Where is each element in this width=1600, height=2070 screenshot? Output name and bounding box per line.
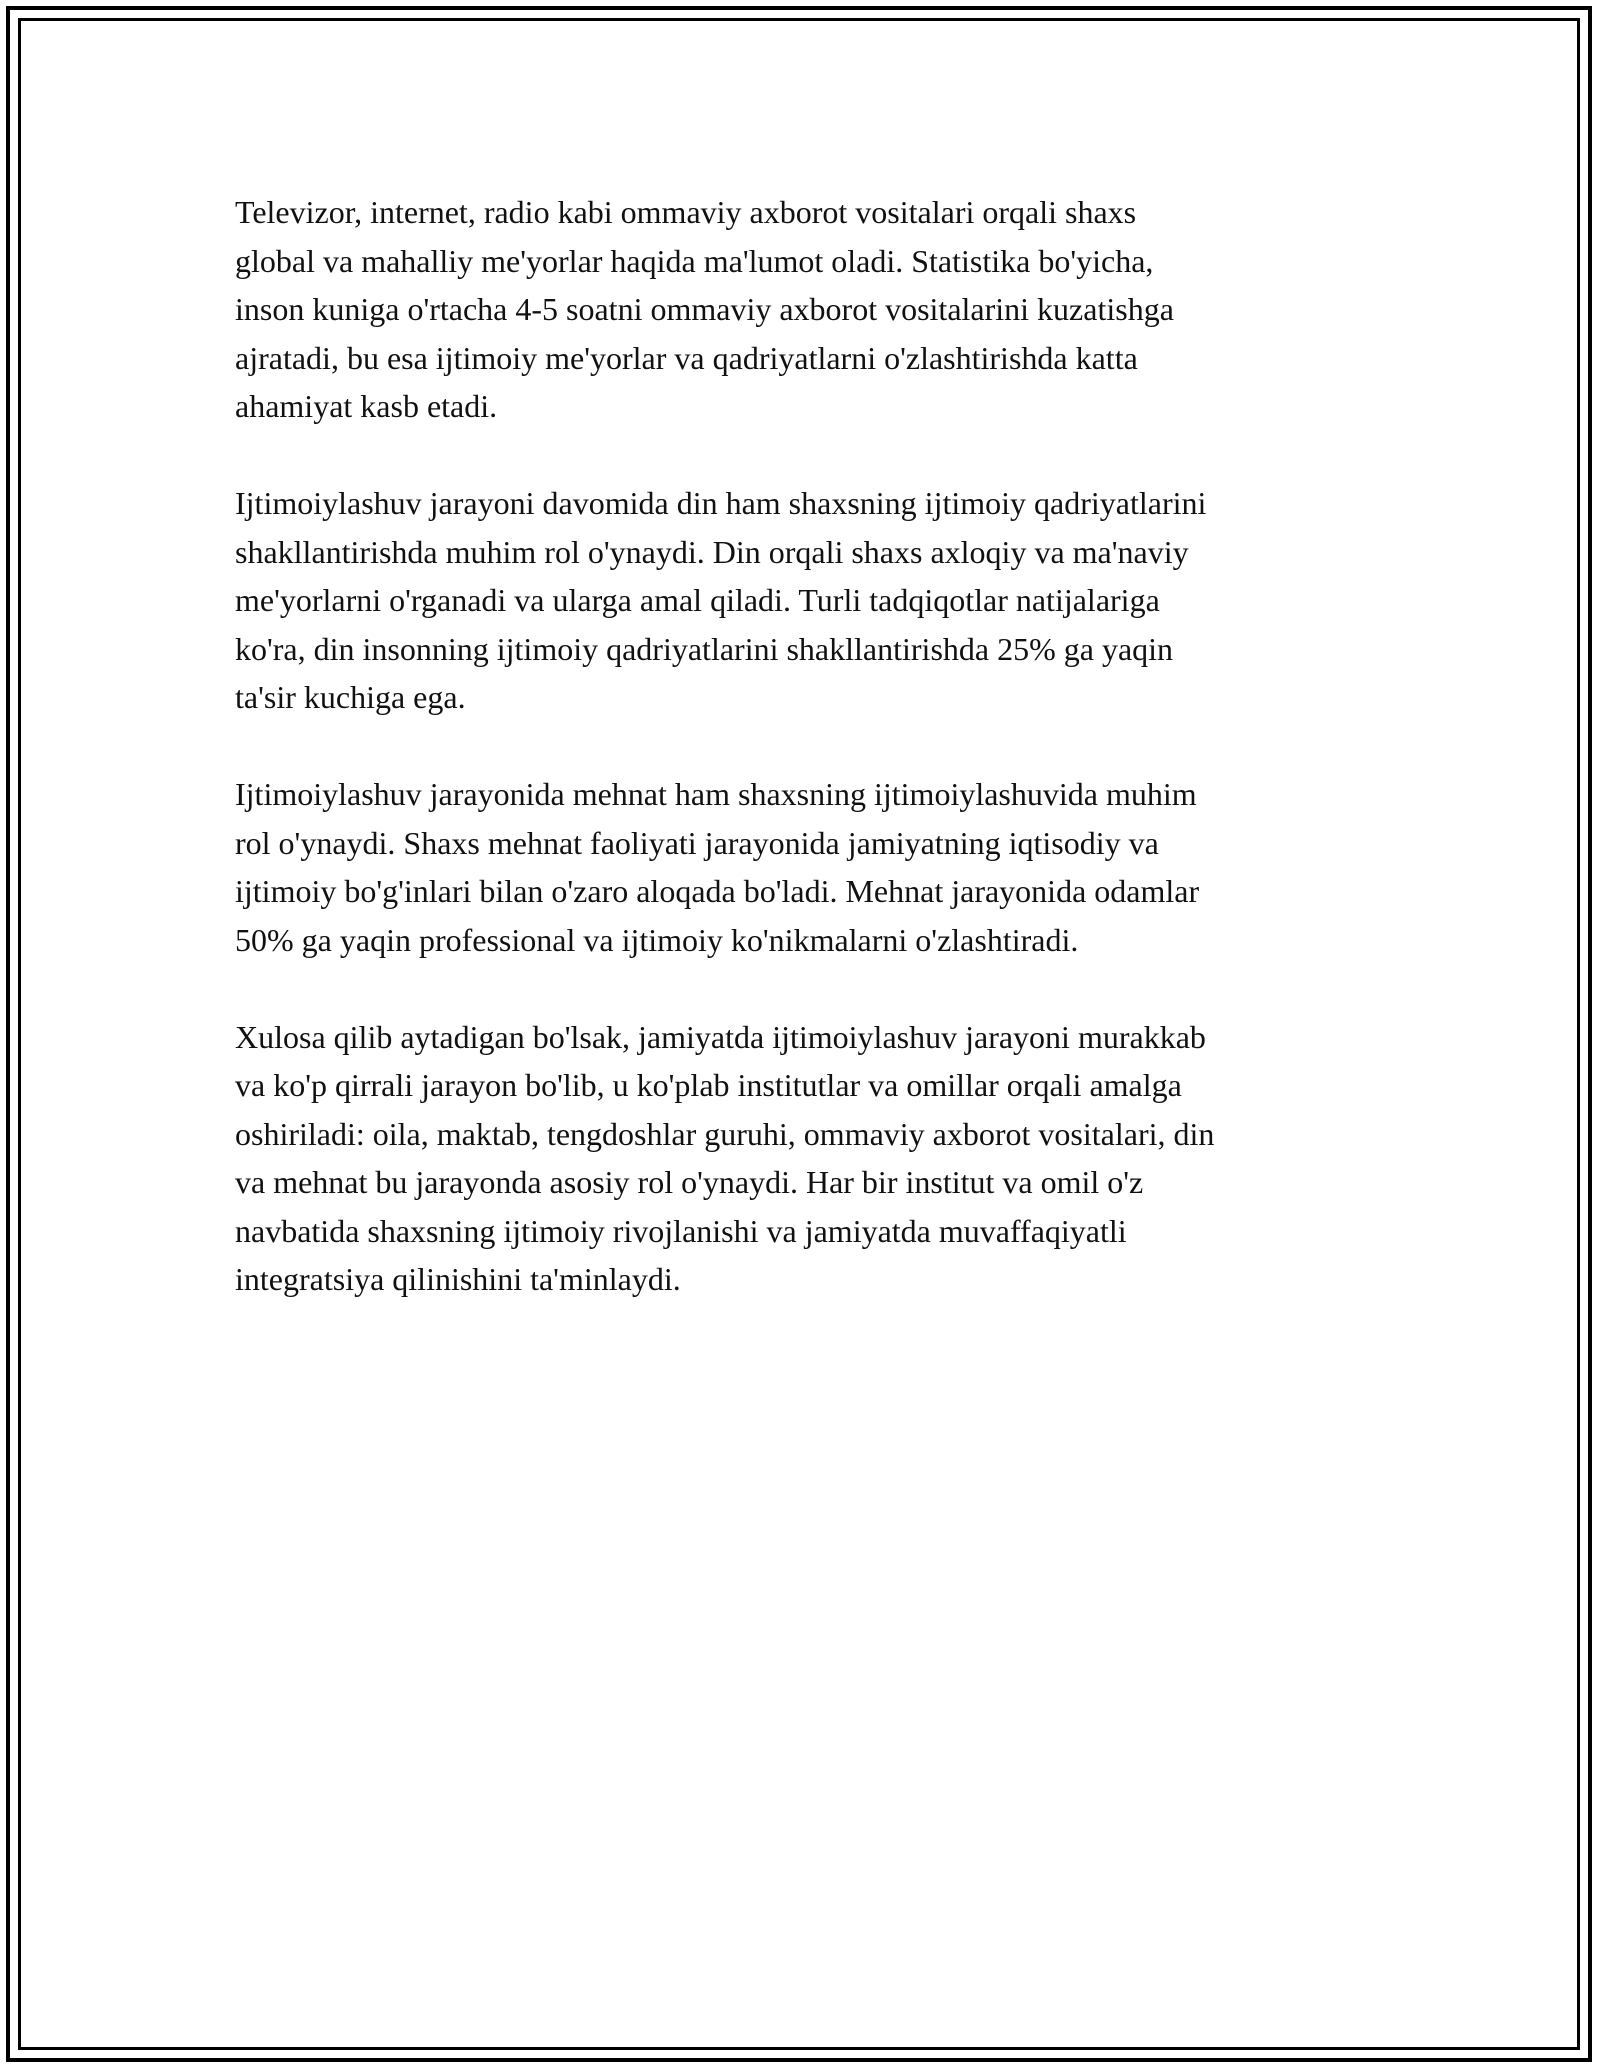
paragraph-religion: Ijtimoiylashuv jarayoni davomida din ham shaxsning ijtimoiy qadriyatlarini shakllantirishda muhim rol o'ynaydi. Din orqali shaxs axloqiy va ma'naviy me'yorlarni o'rganadi va ularga amal qiladi. Turli tadqiqotlar natijalariga ko'ra, din insonning ijtimoiy qadriyatlarini shakllantirishda 25% ga yaqin ta'sir kuchiga ega.	[235, 485, 1207, 715]
paragraph-mass-media: Televizor, internet, radio kabi ommaviy axborot vositalari orqali shaxs global va mahalliy me'yorlar haqida ma'lumot oladi. Statistika bo'yicha, inson kuniga o'rtacha 4-5 soatni ommaviy axborot vositalarini kuzatishga ajratadi, bu esa ijtimoiy me'yorlar va qadriyatlarni o'zlashtirishda katta ahamiyat kasb etadi.	[235, 194, 1174, 424]
paragraph-labor: Ijtimoiylashuv jarayonida mehnat ham shaxsning ijtimoiylashuvida muhim rol o'ynaydi. Shaxs mehnat faoliyati jarayonida jamiyatning iqtisodiy va ijtimoiy bo'g'inlari bilan o'zaro aloqada bo'ladi. Mehnat jarayonida odamlar 50% ga yaqin professional va ijtimoiy ko'nikmalarni o'zlashtiradi.	[235, 776, 1200, 958]
paragraph-conclusion: Xulosa qilib aytadigan bo'lsak, jamiyatda ijtimoiylashuv jarayoni murakkab va ko'p qirrali jarayon bo'lib, u ko'plab institutlar va omillar orqali amalga oshiriladi: oila, maktab, tengdoshlar guruhi, ommaviy axborot vositalari, din va mehnat bu jarayonda asosiy rol o'ynaydi. Har bir institut va omil o'z navbatida shaxsning ijtimoiy rivojlanishi va jamiyatda muvaffaqiyatli integratsiya qilinishini ta'minlaydi.	[235, 1018, 1215, 1297]
document-body	[235, 188, 1365, 1352]
